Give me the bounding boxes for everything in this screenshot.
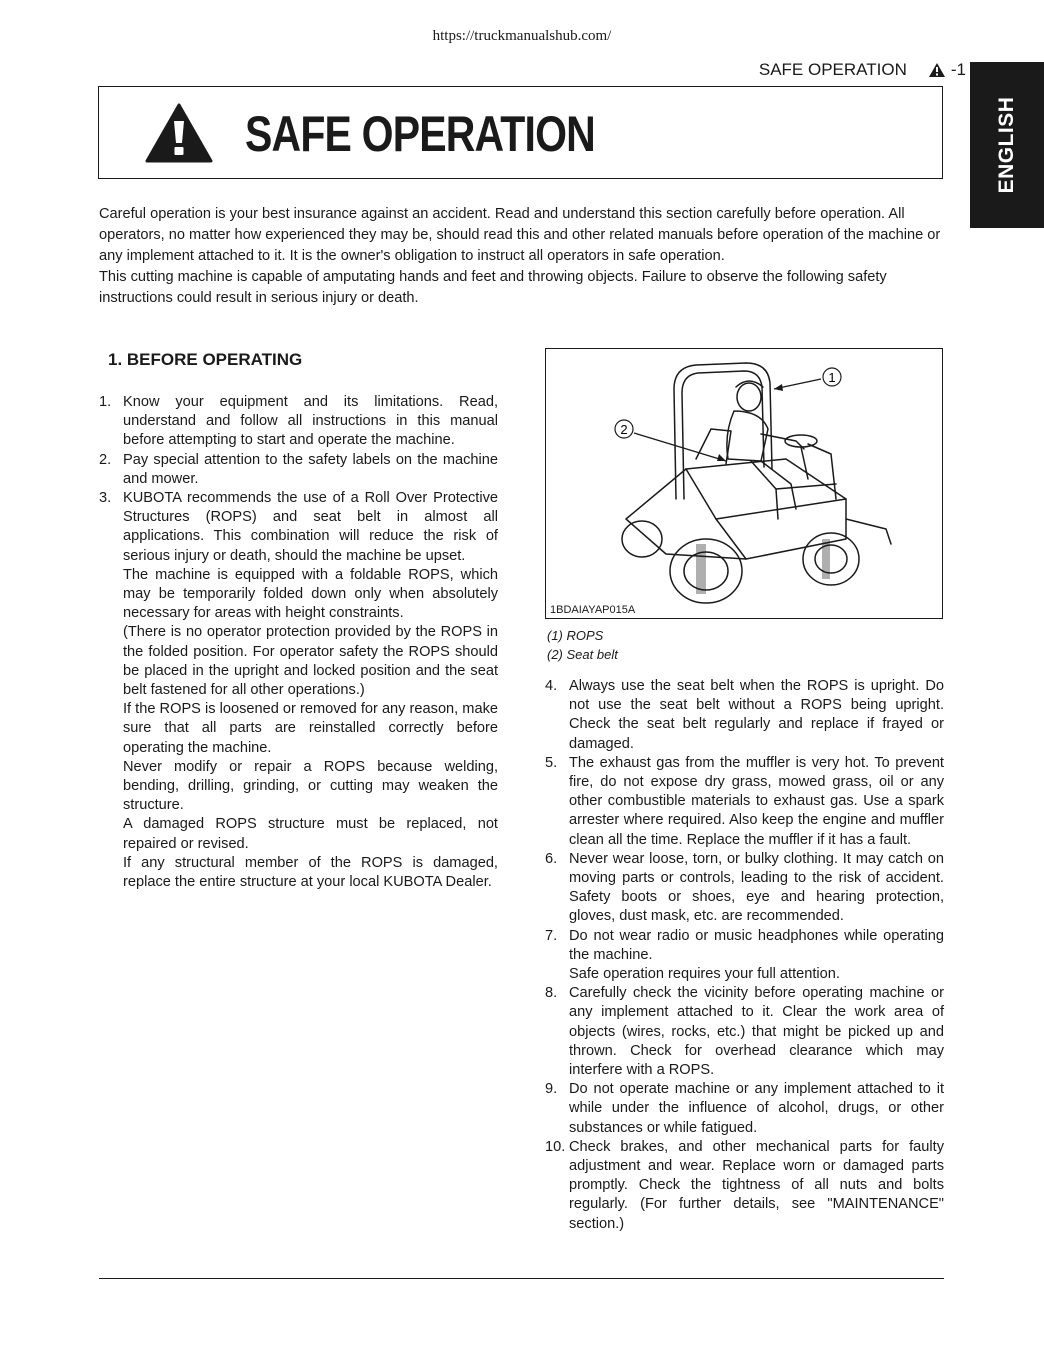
running-title: SAFE OPERATION (758, 60, 907, 79)
list-item (545, 850, 944, 927)
item-text: Never wear loose, torn, or bulky clothing. It may catch on moving parts or controls, leading to the risk of accident. Safety boots or shoes, eye and hearing protection, gloves, dust mask, etc. are recommended. (569, 850, 944, 925)
item-text: KUBOTA recommends the use of a Roll Over Protective Structures (ROPS) and seat belt in almost all applications. This combination will reduce the risk of serious injury or death, should the machine be upset. (123, 490, 498, 564)
item-number: 8. (545, 985, 558, 1002)
item-text: Safe operation requires your full attention. (569, 966, 840, 983)
item-text: A damaged ROPS structure must be replaced, not repaired or revised. (123, 816, 498, 852)
list-item (545, 677, 944, 754)
running-header (759, 60, 966, 80)
item-number: 6. (545, 850, 558, 867)
list-item (545, 754, 944, 850)
item-number: 10. (545, 1138, 566, 1155)
list-item (545, 1080, 944, 1138)
list-item (99, 489, 498, 892)
warning-triangle-icon (929, 63, 945, 77)
section-heading: 1. BEFORE OPERATING (108, 350, 303, 369)
item-text: Pay special attention to the safety labels on the machine and mower. (123, 451, 498, 487)
list-item (545, 984, 944, 1080)
item-number: 4. (545, 678, 558, 694)
item-text: Know your equipment and its limitations. Read, understand and follow all instructions in this manual before attempting to start and operate the machine. (123, 394, 498, 449)
left-instruction-list (99, 393, 498, 892)
mower-rops-illustration (546, 349, 942, 618)
item-number: 2. (99, 451, 112, 468)
list-item (545, 927, 944, 985)
item-number: 7. (545, 927, 558, 944)
item-text: Never modify or repair a ROPS because welding, bending, drilling, grinding, or cutting may weaken the structure. (123, 758, 498, 814)
intro-text (99, 204, 945, 309)
list-item (99, 451, 498, 489)
right-instruction-list (545, 677, 944, 1234)
warning-triangle-icon (145, 103, 213, 163)
item-text: The exhaust gas from the muffler is very hot. To prevent fire, do not expose dry grass, mowed grass, oil or any other combustible materials to exhaust gas. Use a spark arrester where required. Also keep the engine and muffler clean all the time. Replace the muffler if it has a fault. (569, 754, 944, 848)
item-number: 3. (99, 490, 112, 507)
footer-rule (99, 1278, 944, 1279)
list-item (545, 1138, 944, 1234)
rops-figure (545, 348, 943, 619)
item-text: Do not operate machine or any implement attached to it while under the influence of alcohol, drugs, or other substances or while fatigued. (569, 1081, 944, 1136)
page-title: SAFE OPERATION (245, 106, 595, 162)
page-number: -1 (950, 60, 966, 79)
item-text: Do not wear radio or music headphones while operating the machine. (569, 927, 944, 963)
language-tab-label: ENGLISH (995, 96, 1018, 194)
item-text: If the ROPS is loosened or removed for any reason, make sure that all parts are reinstalled correctly before operating the machine. (123, 701, 498, 756)
language-tab (970, 62, 1044, 228)
caption-seat-belt: (2) Seat belt (547, 647, 618, 662)
item-text: Always use the seat belt when the ROPS is upright. Do not use the seat belt without a ROPS being upright. Check the seat belt regularly and replace if frayed or damaged. (569, 678, 944, 752)
list-item (99, 393, 498, 451)
item-number: 5. (545, 754, 558, 771)
intro-paragraph: Careful operation is your best insurance against an accident. Read and understand this section carefully before operation. All operators, no matter how experienced they may be, should read this and other related manuals before operation of the machine or any implement attached to it. It is the owner's obligation to instruct all operators in safe operation. (99, 206, 941, 264)
item-number: 9. (545, 1081, 558, 1098)
callout-1-label: 1 (828, 370, 836, 385)
item-text: Carefully check the vicinity before operating machine or any implement attached to it. Clear the work area of objects (wires, rocks, etc.) that might be picked up and thrown. Check for overhead clearance which may interfere with a ROPS. (569, 985, 944, 1079)
item-text: Check brakes, and other mechanical parts for faulty adjustment and wear. Replace worn or damaged parts promptly. Check the tightness of all nuts and bolts regularly. (For further details, see "MAINTENANCE" section.) (569, 1138, 944, 1232)
title-box (98, 86, 943, 179)
caption-rops: (1) ROPS (547, 628, 604, 643)
item-number: 1. (99, 394, 112, 410)
item-text: The machine is equipped with a foldable ROPS, which may be temporarily folded down only when absolutely necessary for areas with height constraints. (123, 566, 498, 622)
figure-id: 1BDAIAYAP015A (550, 604, 636, 616)
figure-captions (547, 626, 618, 664)
source-url: https://truckmanualshub.com/ (432, 28, 612, 44)
item-text: (There is no operator protection provided by the ROPS in the folded position. For operator safety the ROPS should be placed in the upright and locked position and the seat belt fastened for all other operations.) (123, 624, 498, 699)
intro-paragraph: This cutting machine is capable of amputating hands and feet and throwing objects. Failure to observe the following safety instructions could result in serious injury or death. (99, 269, 887, 306)
item-text: If any structural member of the ROPS is damaged, replace the entire structure at your local KUBOTA Dealer. (123, 854, 498, 891)
callout-2-label: 2 (620, 422, 628, 437)
